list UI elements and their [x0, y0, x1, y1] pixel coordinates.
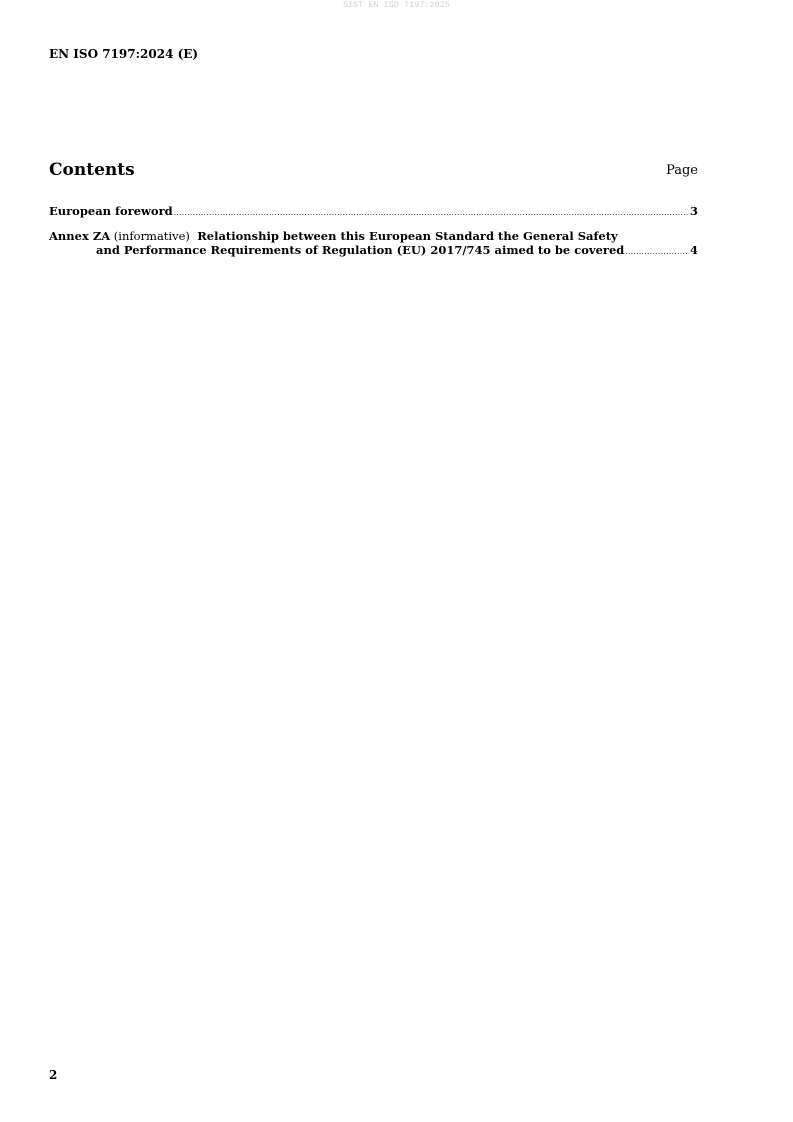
contents-header [49, 160, 698, 182]
toc-entry-page[interactable]: 4 [689, 243, 698, 257]
page-number: 2 [49, 1068, 58, 1082]
toc-entry-label[interactable]: European foreword [49, 204, 173, 218]
toc-leader-dots [625, 245, 689, 259]
toc-annex-title-line2[interactable]: and Performance Requirements of Regulation (EU) 2017/745 aimed to be covered [96, 243, 625, 257]
toc-annex-prefix[interactable]: Annex ZA [49, 229, 111, 243]
toc-leader-dots [174, 206, 689, 220]
toc-annex-title-line1[interactable]: Relationship between this European Standard the General Safety [197, 229, 618, 243]
page-column-label: Page [666, 163, 698, 178]
contents-title: Contents [49, 160, 135, 180]
toc-entry-annex-za[interactable] [49, 229, 698, 259]
document-identifier: EN ISO 7197:2024 (E) [49, 47, 199, 61]
toc-entry-european-foreword[interactable] [49, 204, 698, 220]
toc-annex-qualifier: (informative) [113, 229, 190, 243]
watermark: SIST EN ISO 7197:2025 [342, 1, 451, 10]
toc-entry-page[interactable]: 3 [689, 204, 698, 218]
